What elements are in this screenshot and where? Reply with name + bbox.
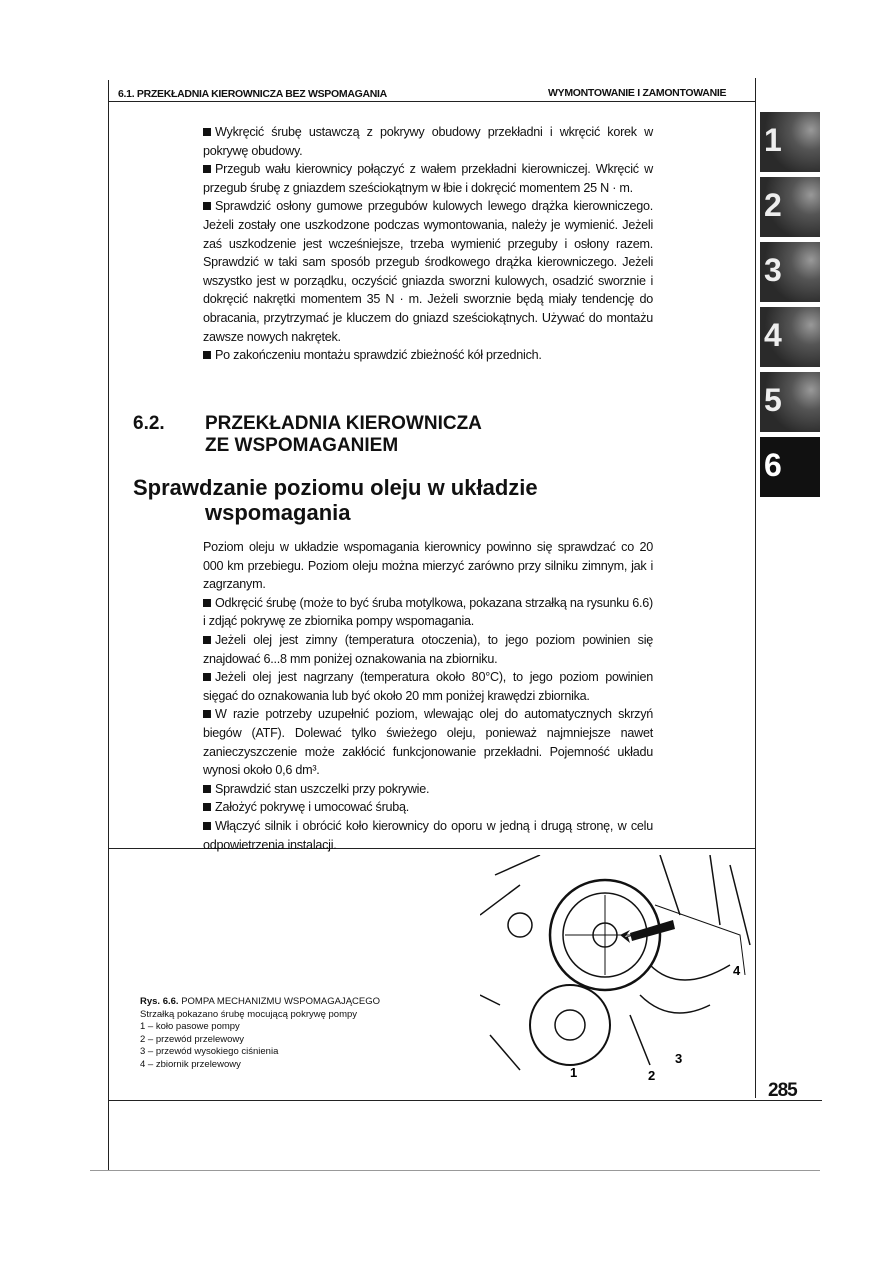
paragraph: Wykręcić śrubę ustawczą z pokrywy obudowy przekładni i wkręcić korek w pokrywę obudowy. xyxy=(203,125,653,158)
subsection-title-line2: wspomagania xyxy=(205,500,351,525)
running-header-left: 6.1. PRZEKŁADNIA KIEROWNICZA BEZ WSPOMAGANIA xyxy=(118,88,387,100)
figure-caption xyxy=(140,996,380,1071)
bullet-text: Jeżeli olej jest nagrzany (temperatura około 80°C), to jego poziom powinien sięgać do oznakowania lub być około 20 mm poniżej krawędzi zbiornika. xyxy=(203,670,653,703)
bullet-text: Założyć pokrywę i umocować śrubą. xyxy=(215,800,410,815)
running-header-right: WYMONTOWANIE I ZAMONTOWANIE xyxy=(548,87,727,99)
chapter-tab-3[interactable]: 3 xyxy=(760,242,820,302)
chapter-tab-6[interactable]: 6 xyxy=(760,437,820,497)
paragraph: Sprawdzić osłony gumowe przegubów kulowych lewego drążka kierowniczego. Jeżeli zostały one uszkodzone podczas wymontowania, należy je wymienić. Jeżeli zaś uszkodzenie jest wcześniejsze, trzeba wymienić przeguby i osłony razem. Sprawdzić w taki sam sposób przegub środkowego drążka kierowniczego. Jeżeli wszystko jest w porządku, oczyścić gniazda sworzni kulowych, osadzić sworznie i dokręcić nakrętki momentem 35 N · m. Jeżeli sworznie będą miały tendencję do obracania, przytrzymać je kluczem do gniazd sześciokątnych. Używać do montażu zawsze nowych nakrętek. xyxy=(203,199,653,344)
bullet-text: Odkręcić śrubę (może to być śruba motylkowa, pokazana strzałką na rysunku 6.6) i zdjąć pokrywę ze zbiornika pompy wspomagania. xyxy=(203,595,653,629)
subsection-text xyxy=(203,538,653,854)
bottom-rule xyxy=(90,1170,820,1171)
section-title xyxy=(205,413,482,457)
subsection-title-line1: Sprawdzanie poziomu oleju w układzie xyxy=(133,475,538,500)
bullet-icon xyxy=(203,785,211,793)
legend-item: 2 – przewód przelewowy xyxy=(140,1033,245,1045)
section-title-line2: ZE WSPOMAGANIEM xyxy=(205,435,399,456)
callout-4: 4 xyxy=(733,963,741,978)
footer-rule xyxy=(108,1100,822,1101)
bullet-icon xyxy=(203,351,211,359)
figure-label: Rys. 6.6. xyxy=(140,996,179,1007)
bullet-icon xyxy=(203,636,211,644)
chapter-tab-5[interactable]: 5 xyxy=(760,372,820,432)
chapter-tab-1[interactable]: 1 xyxy=(760,112,820,172)
bullet-icon xyxy=(203,710,211,718)
bullet-icon xyxy=(203,165,211,173)
section-number: 6.2. xyxy=(133,413,165,434)
figure-subtitle: Strzałką pokazano śrubę mocującą pokrywę pompy xyxy=(140,1008,358,1020)
subsection-title xyxy=(133,475,538,525)
bullet-text: Włączyć silnik i obrócić koło kierownicy do oporu w jedną i drugą stronę, w celu odpowietrzenia instalacji. xyxy=(203,818,653,852)
chapter-tabs xyxy=(760,112,820,502)
chapter-tab-2[interactable]: 2 xyxy=(760,177,820,237)
callout-3: 3 xyxy=(675,1051,683,1066)
bullet-text: Sprawdzić stan uszczelki przy pokrywie. xyxy=(215,781,430,796)
legend-item: 3 – przewód wysokiego ciśnienia xyxy=(140,1046,279,1057)
bullet-icon xyxy=(203,673,211,681)
pump-illustration xyxy=(480,855,752,1085)
bullet-text: Jeżeli olej jest zimny (temperatura otoczenia), to jego poziom powinien się znajdować 6...8 mm poniżej oznakowania na zbiorniku. xyxy=(203,632,653,666)
right-margin-rule xyxy=(755,78,756,1098)
paragraph: Po zakończeniu montażu sprawdzić zbieżność kół przednich. xyxy=(215,348,542,363)
left-margin-rule xyxy=(108,80,109,1170)
section-title-line1: PRZEKŁADNIA KIEROWNICZA xyxy=(205,413,482,434)
bullet-icon xyxy=(203,822,211,830)
paragraph: Przegub wału kierownicy połączyć z wałem przekładni kierowniczej. Wkręcić w przegub śrubę z gniazdem sześciokątnym w łbie i dokręcić momentem 25 N · m. xyxy=(203,162,653,195)
section-6-1-text xyxy=(203,123,653,365)
bullet-text: W razie potrzeby uzupełnić poziom, wlewając olej do automatycznych skrzyń biegów (ATF). Dolewać tylko świeżego oleju, ponieważ najmniejsze nawet zanieczyszczenie może zakłócić funkcjonowanie przekładni. Pojemność układu wynosi około 0,6 dm³. xyxy=(203,707,653,778)
bullet-icon xyxy=(203,803,211,811)
chapter-tab-4[interactable]: 4 xyxy=(760,307,820,367)
callout-2: 2 xyxy=(648,1068,656,1083)
bullet-icon xyxy=(203,128,211,136)
callout-1: 1 xyxy=(570,1065,578,1080)
header-rule xyxy=(108,101,756,102)
intro-paragraph: Poziom oleju w układzie wspomagania kierownicy powinno się sprawdzać co 20 000 km przebiegu. Poziom oleju można mierzyć zarówno przy silniku zimnym, jak i zagrzanym. xyxy=(203,540,653,592)
bullet-icon xyxy=(203,599,211,607)
page-number: 285 xyxy=(768,1080,797,1101)
legend-item: 4 – zbiornik przelewowy xyxy=(140,1058,241,1070)
bullet-icon xyxy=(203,202,211,210)
legend-item: 1 – koło pasowe pompy xyxy=(140,1021,240,1032)
figure-title: POMPA MECHANIZMU WSPOMAGAJĄCEGO xyxy=(181,996,381,1007)
